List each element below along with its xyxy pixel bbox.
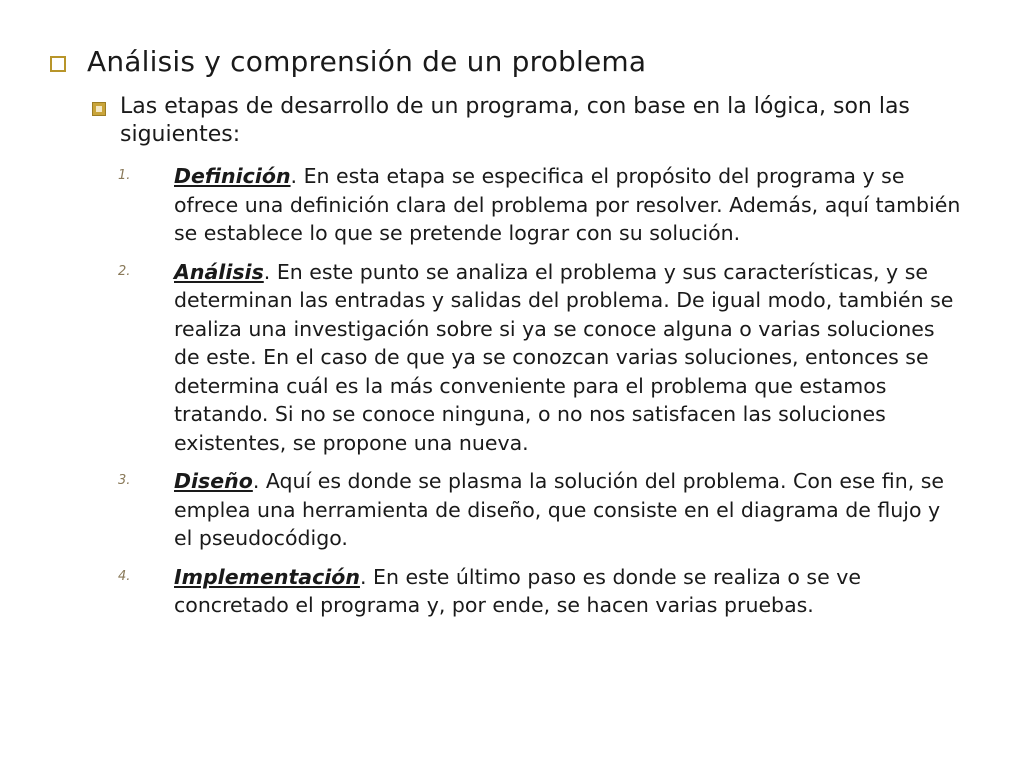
step-description: . Aquí es donde se plasma la solución del problema. Con ese fin, se emplea una herramienta de diseño, que consiste en el diagrama de flujo y el pseudocódigo.	[174, 469, 945, 550]
step-number: 3.	[118, 473, 131, 488]
step-body	[174, 563, 964, 620]
step-number: 2.	[118, 263, 131, 279]
list-item	[118, 258, 978, 458]
step-description: . En este punto se analiza el problema y sus características, y se determinan las entradas y salidas del problema. De igual modo, también se realiza una investigación sobre si ya se conoce alguna o varias soluciones de este. En el caso de que ya se conozcan varias soluciones, entonces se determina cuál es la más conveniente para el problema que estamos tratando. Si no se conoce ninguna, o no nos satisfacen las soluciones existentes, se propone una nueva.	[174, 259, 954, 455]
heading-bullet	[50, 44, 1000, 80]
step-term: Implementación	[174, 564, 360, 589]
step-term: Diseño	[174, 469, 253, 493]
step-number: 4.	[118, 568, 131, 584]
step-term: Definición	[174, 164, 291, 188]
hollow-square-bullet-icon	[50, 56, 66, 72]
list-item	[118, 467, 978, 553]
step-body	[174, 467, 964, 553]
heading-text: Análisis y comprensión de un problema	[87, 45, 647, 78]
subpoint-text: Las etapas de desarrollo de un programa, con base en la lógica, son las siguientes:	[120, 94, 910, 147]
list-item	[118, 563, 978, 620]
step-description: . En este último paso es donde se realiza o se ve concretado el programa y, por ende, se hacen varias pruebas.	[174, 564, 861, 617]
steps-list	[118, 162, 978, 630]
step-body	[174, 162, 964, 248]
list-item	[118, 162, 978, 248]
filled-square-bullet-icon	[92, 102, 106, 116]
subpoint-bullet	[92, 93, 942, 149]
step-body	[174, 258, 964, 458]
step-description: . En esta etapa se especifica el propósito del programa y se ofrece una definición clara del problema por resolver. Además, aquí también se establece lo que se pretende lograr con su solución.	[174, 164, 961, 245]
step-term: Análisis	[174, 259, 264, 284]
step-number: 1.	[118, 168, 131, 183]
